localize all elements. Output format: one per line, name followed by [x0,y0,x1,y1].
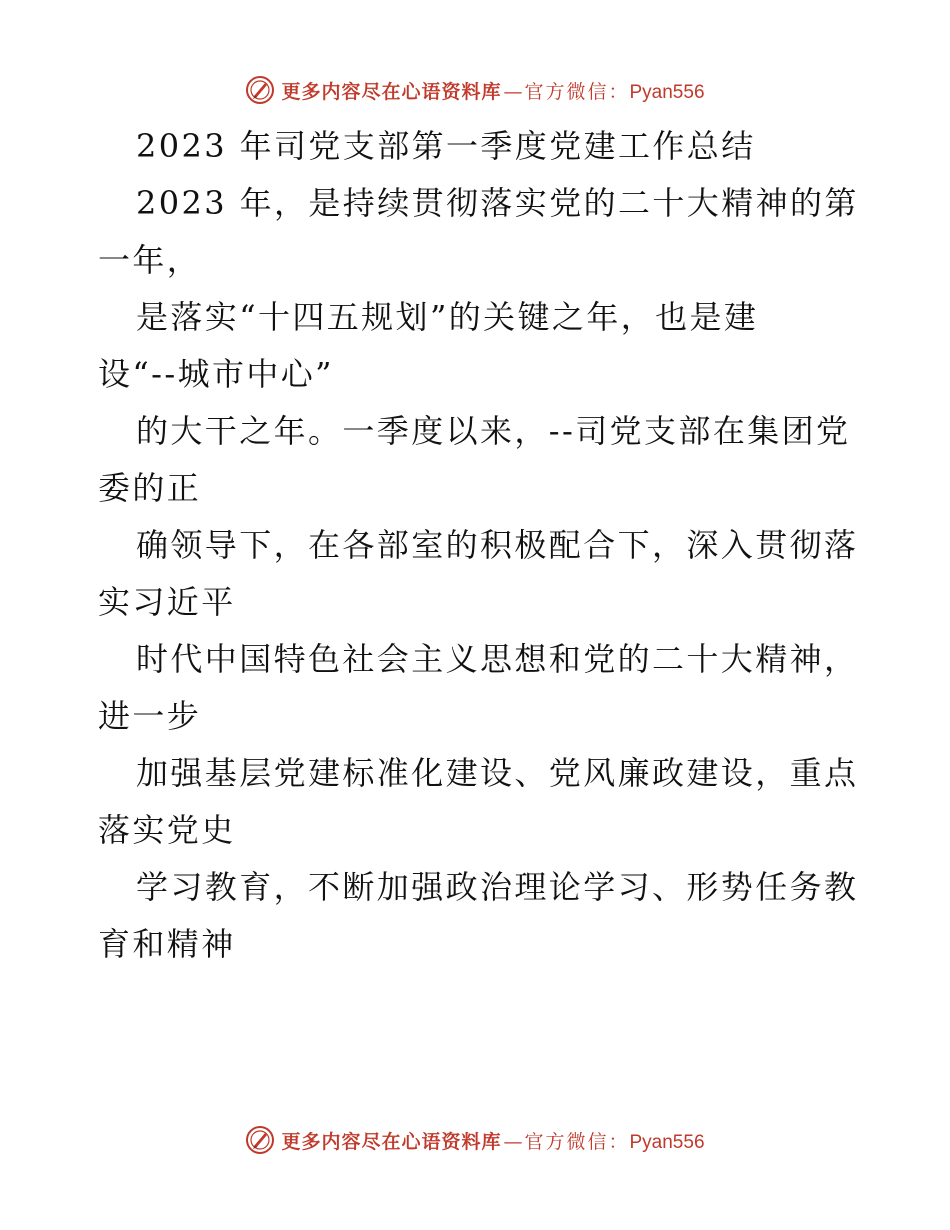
paragraph-line: 委的正 [98,469,202,507]
paragraph-line: 一年， [98,241,202,279]
header-dash: — [503,80,523,103]
footer-official-label: 官方微信： [524,1130,630,1153]
header-watermark-text [281,77,704,104]
paragraph-line: 进一步 [98,697,202,735]
paragraph-line: 时代中国特色社会主义思想和党的二十大精神， [136,640,859,678]
footer-dash: — [503,1130,523,1153]
quill-pen-logo-icon [245,75,275,105]
document-body [98,118,868,973]
footer-watermark-banner [0,1120,950,1160]
paragraph-line: 确领导下，在各部室的积极配合下，深入贯彻落 [136,526,859,564]
paragraph-line: 是落实“十四五规划”的关键之年，也是建 [136,298,759,336]
header-official-label: 官方微信： [524,80,630,103]
quill-pen-logo-icon [245,1125,275,1155]
document-title: 2023 年司党支部第一季度党建工作总结 [136,127,756,165]
paragraph-line: 设“--城市中心” [98,355,334,393]
paragraph-line: 育和精神 [98,925,236,963]
footer-brand-text: 更多内容尽在心语资料库 [281,1130,502,1153]
paragraph-line: 实习近平 [98,583,236,621]
paragraph-line: 学习教育，不断加强政治理论学习、形势任务教 [136,868,859,906]
paragraph-line: 加强基层党建标准化建设、党风廉政建设，重点 [136,754,859,792]
header-watermark-banner [0,70,950,110]
footer-watermark-text [281,1127,704,1154]
header-wechat-id: Pyan556 [629,81,705,103]
header-brand-text: 更多内容尽在心语资料库 [281,80,502,103]
paragraph-line: 2023 年，是持续贯彻落实党的二十大精神的第 [136,184,859,222]
paragraph-line: 的大干之年。一季度以来，--司党支部在集团党 [136,412,851,450]
paragraph-line: 落实党史 [98,811,236,849]
footer-wechat-id: Pyan556 [629,1131,705,1153]
